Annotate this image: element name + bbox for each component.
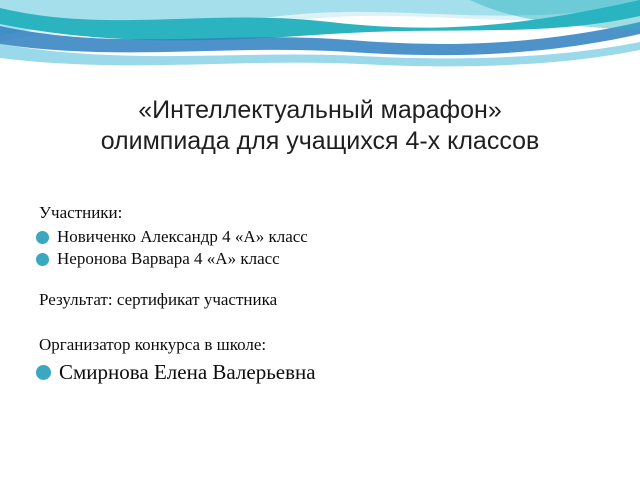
title-line-1: «Интеллектуальный марафон» [138, 96, 502, 124]
title-line-2: олимпиада для учащихся 4-х классов [100, 127, 540, 155]
list-item [36, 227, 626, 247]
list-item [36, 360, 626, 385]
bullet-dot-icon [36, 365, 51, 380]
participant-name: Новиченко Александр 4 «А» класс [57, 227, 308, 246]
spacer [36, 312, 626, 332]
participant-name: Неронова Варвара 4 «А» класс [57, 249, 280, 268]
slide-title [0, 95, 640, 157]
decorative-wave-banner [0, 0, 640, 70]
participants-label: Участники: [39, 203, 123, 222]
slide-body [36, 200, 626, 387]
list-item [36, 249, 626, 269]
wave-graphic [0, 0, 640, 70]
bullet-dot-icon [36, 231, 49, 244]
organizer-name: Смирнова Елена Валерьевна [59, 360, 316, 384]
bullet-dot-icon [36, 253, 49, 266]
spacer [36, 271, 626, 287]
organizer-label: Организатор конкурса в школе: [39, 335, 267, 354]
result-line: Результат: сертификат участника [39, 290, 278, 309]
